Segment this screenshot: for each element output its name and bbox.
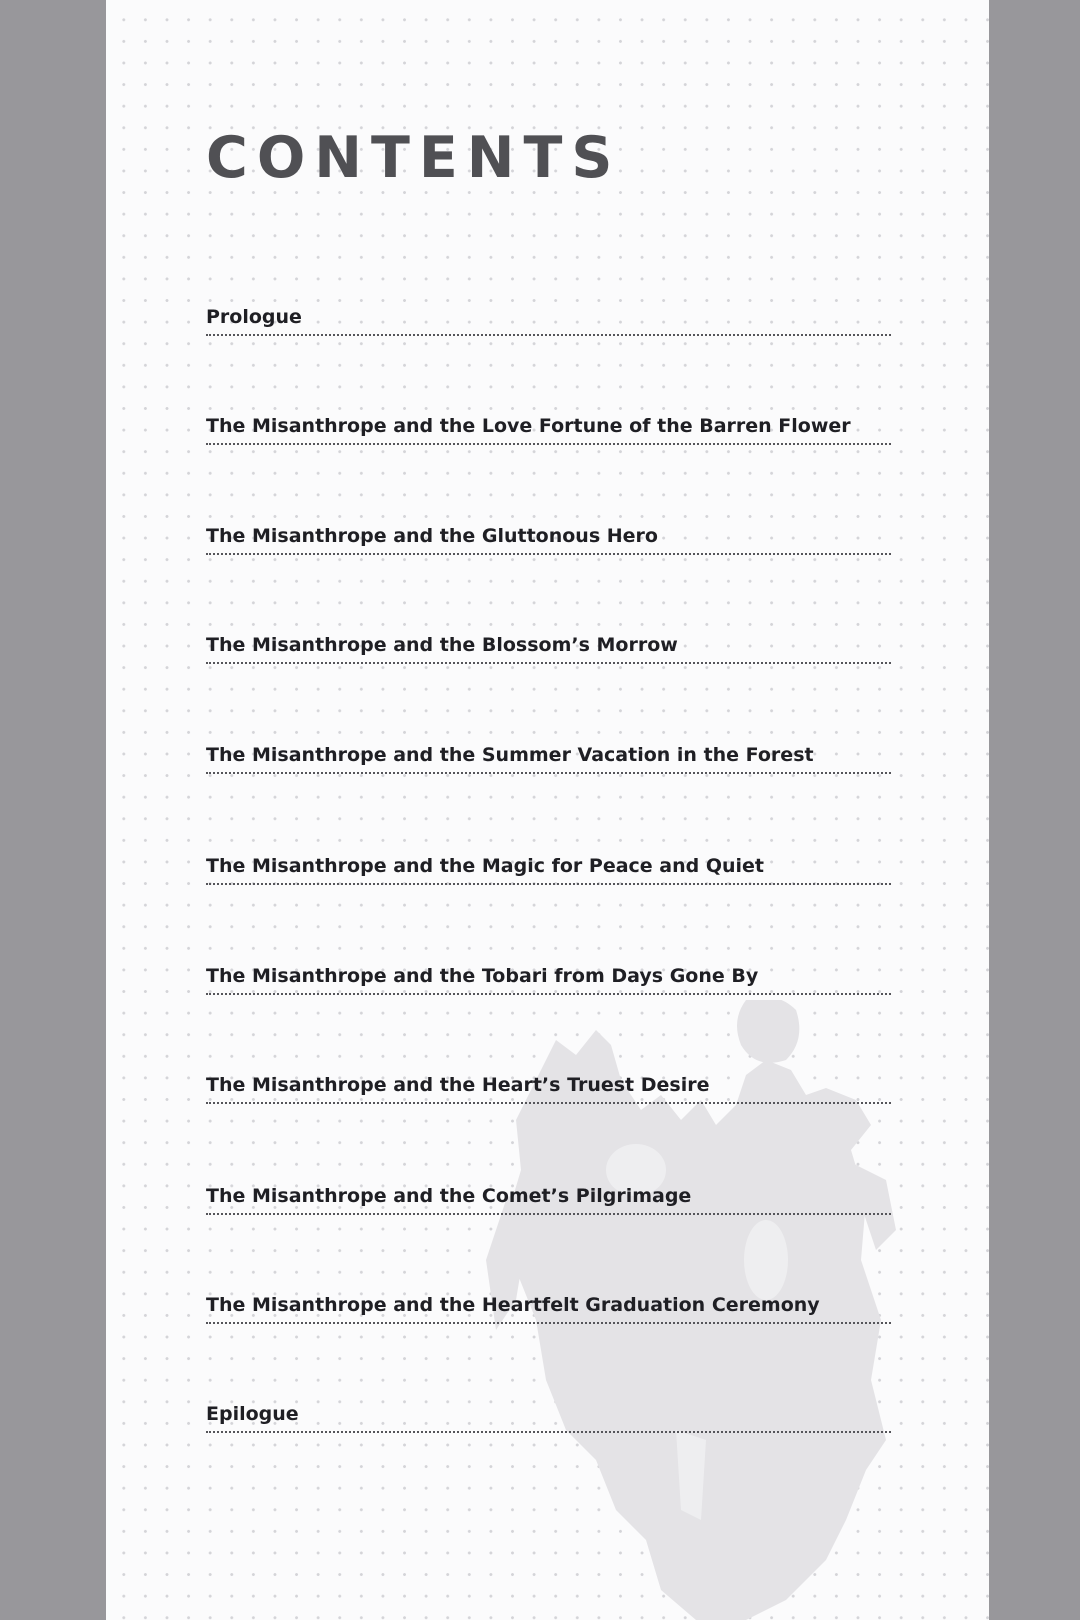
toc-item-epilogue[interactable] [206, 1391, 891, 1433]
toc-item-label: The Misanthrope and the Magic for Peace and Quiet [206, 855, 765, 877]
toc-item-hearts-truest-desire[interactable] [206, 1062, 891, 1104]
table-of-contents [206, 0, 891, 1620]
toc-item-summer-vacation[interactable] [206, 732, 891, 774]
toc-item-prologue[interactable] [206, 294, 891, 336]
toc-item-label: The Misanthrope and the Love Fortune of the Barren Flower [206, 415, 851, 437]
toc-item-magic-peace-quiet[interactable] [206, 843, 891, 885]
toc-item-label: Prologue [206, 306, 302, 328]
toc-item-tobari[interactable] [206, 953, 891, 995]
toc-item-label: The Misanthrope and the Tobari from Days Gone By [206, 965, 759, 987]
book-page [106, 0, 989, 1620]
toc-item-blossoms-morrow[interactable] [206, 622, 891, 664]
toc-item-comets-pilgrimage[interactable] [206, 1173, 891, 1215]
contents-title: CONTENTS [206, 125, 622, 191]
toc-item-graduation-ceremony[interactable] [206, 1282, 891, 1324]
toc-item-label: The Misanthrope and the Heartfelt Graduation Ceremony [206, 1294, 820, 1316]
toc-item-label: Epilogue [206, 1403, 299, 1425]
toc-item-label: The Misanthrope and the Summer Vacation in the Forest [206, 744, 814, 766]
toc-item-label: The Misanthrope and the Heart’s Truest Desire [206, 1074, 710, 1096]
toc-item-love-fortune[interactable] [206, 403, 891, 445]
toc-item-label: The Misanthrope and the Blossom’s Morrow [206, 634, 678, 656]
toc-item-label: The Misanthrope and the Comet’s Pilgrimage [206, 1185, 692, 1207]
toc-item-gluttonous-hero[interactable] [206, 513, 891, 555]
toc-item-label: The Misanthrope and the Gluttonous Hero [206, 525, 658, 547]
